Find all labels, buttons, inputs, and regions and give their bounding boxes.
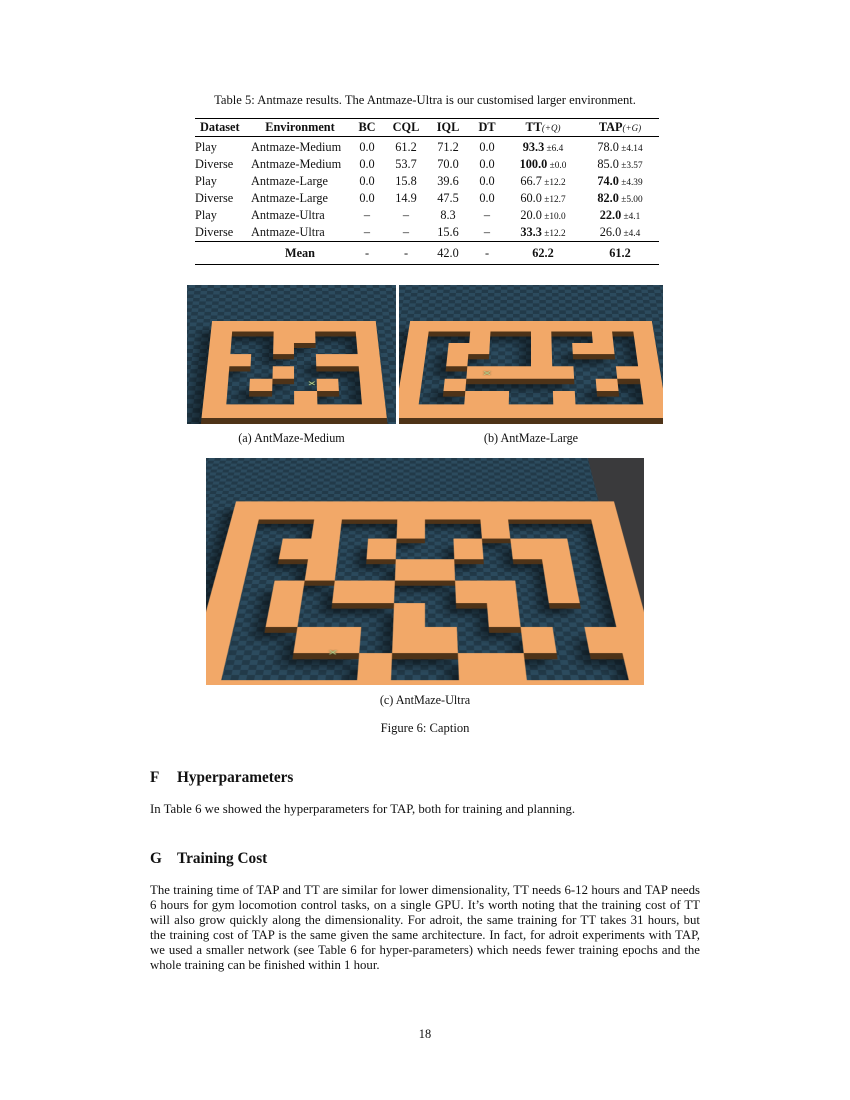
maze-wall <box>521 627 557 653</box>
maze-wall <box>332 580 395 603</box>
maze-walls <box>399 321 663 418</box>
cell-mean-iql: 42.0 <box>427 242 469 265</box>
maze-wall <box>616 367 661 379</box>
section-g-id: G <box>150 849 162 867</box>
maze-wall <box>606 580 642 603</box>
maze-wall <box>226 519 259 538</box>
maze-wall <box>356 332 378 343</box>
maze-walls <box>201 321 386 418</box>
maze-wall <box>464 392 509 405</box>
ant-agent-marker: ✕ <box>306 380 317 388</box>
maze-wall <box>510 538 571 558</box>
col-tt: TT(+Q) <box>505 119 581 137</box>
maze-walls <box>206 501 644 685</box>
maze-wall <box>265 603 301 627</box>
section-f-heading <box>150 769 700 787</box>
maze-wall <box>316 379 339 392</box>
cell-mean-bc: - <box>349 242 385 265</box>
maze-wall <box>206 627 233 653</box>
maze-wall <box>403 355 426 367</box>
maze-wall <box>311 519 342 538</box>
maze-wall <box>592 332 614 343</box>
cell-tap: 74.0 ±4.39 <box>597 174 643 188</box>
cell-tt: 66.7 ±12.2 <box>520 174 566 188</box>
maze-wall <box>545 580 580 603</box>
col-dataset: Dataset <box>195 119 251 137</box>
results-table <box>195 118 659 265</box>
cell-mean-tap: 61.2 <box>581 242 659 265</box>
maze-wall <box>399 392 421 405</box>
maze-wall <box>453 538 483 558</box>
cell-tt: 20.0 ±10.0 <box>520 208 566 222</box>
cell-tap: 26.0 ±4.4 <box>599 225 641 239</box>
figure-6 <box>150 285 700 736</box>
col-dt: DT <box>469 119 505 137</box>
table-row: Diverse Antmaze-Ultra – – 15.6 – 33.3 ±12.2 26.0 ±4.4 <box>195 224 659 242</box>
maze-wall <box>206 653 227 680</box>
maze-wall <box>208 343 230 355</box>
maze-wall <box>455 580 518 603</box>
table-row: Diverse Antmaze-Medium 0.0 53.7 70.0 0.0 100.0 ±0.0 85.0 ±3.57 <box>195 156 659 173</box>
maze-wall <box>305 559 338 580</box>
subcaption-a: (a) AntMaze-Medium <box>238 431 345 445</box>
maze-wall <box>270 580 305 603</box>
cell-mean-dt: - <box>469 242 505 265</box>
section-g-heading <box>150 850 700 868</box>
cell-mean-tt: 62.2 <box>505 242 581 265</box>
maze-wall <box>531 332 552 343</box>
maze-wall <box>214 559 249 580</box>
cell-tap: 78.0 ±4.14 <box>597 140 643 154</box>
ant-agent-marker: ✕ <box>482 370 492 378</box>
table-row: Play Antmaze-Large 0.0 15.8 39.6 0.0 66.7 ±12.2 74.0 ±4.39 <box>195 173 659 190</box>
antmaze-ultra-image <box>206 458 644 685</box>
maze-wall <box>273 332 315 343</box>
maze-wall <box>201 405 386 419</box>
maze-wall <box>395 559 455 580</box>
maze-wall <box>366 538 396 558</box>
maze-wall <box>279 538 340 558</box>
maze-wall <box>315 355 380 367</box>
table-row: Diverse Antmaze-Large 0.0 14.9 47.5 0.0 60.0 ±12.7 82.0 ±5.00 <box>195 190 659 207</box>
table-caption: Table 5: Antmaze results. The Antmaze-Ultra is our customised larger environment. <box>214 93 636 107</box>
cell-tt: 33.3 ±12.2 <box>520 225 566 239</box>
table-row: Play Antmaze-Medium 0.0 61.2 71.2 0.0 93.3 ±6.4 78.0 ±4.14 <box>195 137 659 157</box>
maze-wall <box>208 580 244 603</box>
maze-wall <box>203 392 227 405</box>
page-number: 18 <box>418 1027 432 1041</box>
maze-wall <box>591 519 624 538</box>
maze-wall <box>359 367 382 379</box>
maze-wall <box>487 603 521 627</box>
maze-wall <box>407 332 429 343</box>
maze-wall <box>596 538 630 558</box>
section-g-body: The training time of TAP and TT are similar for lower dimensionality, TT needs 6-12 hours and TAP needs 6 hours for gym locomotion control tasks, on a single GPU. It’s worth noting that the training cost of TT will also grow quickly along the dimensionality. For adroit, the same training for TT takes 31 hours, but the training cost of TAP is the same given the same architecture. In fact, for adroit experiments with TAP, we used a smaller network (see Table 6 for hyper-parameters) which needs fewer training epochs and the whole training can be finished within 1 hour. <box>150 882 700 972</box>
maze-wall <box>596 379 619 392</box>
cell-tt: 100.0 ±0.0 <box>519 157 567 171</box>
maze-wall <box>294 392 317 405</box>
ant-agent-marker: ✕ <box>327 648 339 657</box>
cell-mean-label: Mean <box>251 242 349 265</box>
section-g-title: Training Cost <box>177 849 268 867</box>
maze-wall <box>272 367 294 379</box>
maze-wall <box>636 355 659 367</box>
maze-wall <box>399 405 663 419</box>
maze-wall <box>639 379 663 392</box>
maze-wall <box>611 603 644 627</box>
maze-wall <box>272 343 293 355</box>
maze-wall <box>357 653 392 680</box>
maze-wall <box>623 653 644 680</box>
table-header-row <box>195 119 659 137</box>
maze-wall <box>542 559 575 580</box>
cell-tt: 93.3 ±6.4 <box>522 140 564 154</box>
figure-caption: Figure 6: Caption <box>380 721 470 735</box>
maze-wall <box>206 367 229 379</box>
maze-wall <box>601 559 636 580</box>
maze-wall <box>392 627 458 653</box>
maze-wall <box>633 332 655 343</box>
maze-wall <box>396 519 424 538</box>
tt-subscript: (+Q) <box>541 123 561 133</box>
maze-wall <box>572 343 615 355</box>
subcaption-b: (b) AntMaze-Large <box>483 431 579 445</box>
maze-wall <box>480 519 510 538</box>
maze-wall <box>361 392 385 405</box>
maze-wall <box>207 355 251 367</box>
maze-wall <box>220 538 254 558</box>
cell-tt: 60.0 ±12.7 <box>520 191 566 205</box>
table-body <box>195 137 659 242</box>
maze-wall <box>446 355 468 367</box>
col-bc: BC <box>349 119 385 137</box>
col-tap: TAP(+G) <box>581 119 659 137</box>
maze-wall <box>443 379 466 392</box>
subcaption-c: (c) AntMaze-Ultra <box>379 693 471 707</box>
section-f-body: In Table 6 we showed the hyperparameters for TAP, both for training and planning. <box>150 802 576 816</box>
maze-wall <box>357 343 379 355</box>
col-iql: IQL <box>427 119 469 137</box>
cell-mean-dataset <box>195 242 251 265</box>
maze-wall <box>469 332 490 343</box>
antmaze-medium-image <box>187 285 396 424</box>
maze-wall <box>393 603 425 627</box>
antmaze-large-image <box>399 285 663 424</box>
maze-wall <box>249 379 272 392</box>
maze-wall <box>206 680 644 685</box>
maze-wall <box>211 321 376 332</box>
cell-tap: 82.0 ±5.00 <box>597 191 643 205</box>
col-environment: Environment <box>251 119 349 137</box>
cell-mean-cql: - <box>385 242 427 265</box>
maze-wall <box>231 501 619 519</box>
maze-wall <box>399 379 423 392</box>
tap-subscript: (+G) <box>622 123 642 133</box>
section-f-id: F <box>150 769 160 786</box>
maze-wall <box>531 355 552 367</box>
maze-wall <box>641 392 663 405</box>
table-row: Play Antmaze-Ultra – – 8.3 – 20.0 ±10.0 22.0 ±4.1 <box>195 207 659 224</box>
maze-wall <box>447 343 490 355</box>
maze-wall <box>360 379 383 392</box>
maze-wall <box>409 321 654 332</box>
cell-tap: 85.0 ±3.57 <box>597 157 643 171</box>
maze-wall <box>204 379 227 392</box>
maze-wall <box>553 392 576 405</box>
cell-tap: 22.0 ±4.1 <box>599 208 641 222</box>
maze-wall <box>585 627 644 653</box>
mean-row <box>195 242 659 265</box>
maze-wall <box>210 332 232 343</box>
maze-wall <box>401 367 424 379</box>
section-f-title: Hyperparameters <box>177 769 294 786</box>
maze-wall <box>458 653 527 680</box>
maze-wall <box>531 343 552 355</box>
maze-wall <box>206 603 239 627</box>
maze-wall <box>405 343 428 355</box>
maze-wall <box>634 343 657 355</box>
col-cql: CQL <box>385 119 427 137</box>
